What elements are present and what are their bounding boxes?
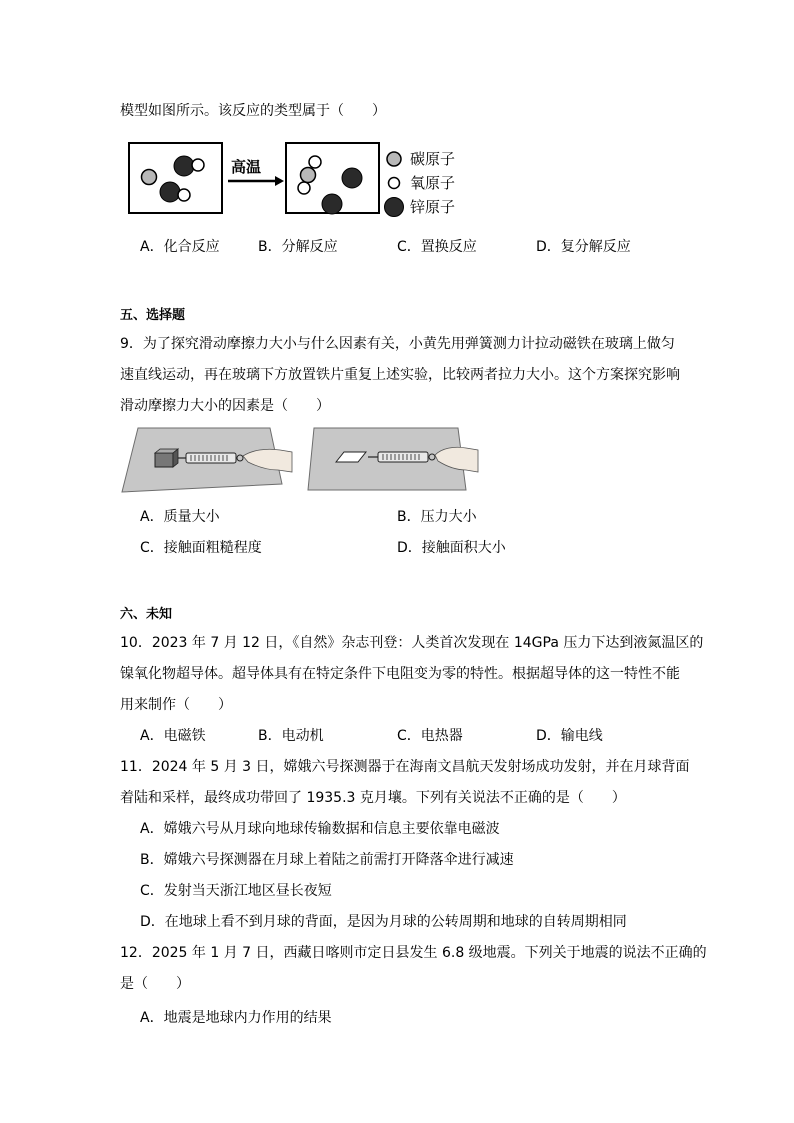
carbon-atom bbox=[142, 170, 157, 185]
q11-line-2: 着陆和采样，最终成功带回了 1935.3 克月壤。下列有关说法不正确的是（ ） bbox=[120, 790, 626, 806]
q12-option-a: A．地震是地球内力作用的结果 bbox=[140, 1010, 332, 1026]
q9-option-c: C．接触面粗糙程度 bbox=[140, 540, 262, 556]
q9-option-d: D．接触面积大小 bbox=[397, 540, 506, 556]
oxygen-atom bbox=[309, 156, 321, 168]
oxygen-atom bbox=[298, 182, 310, 194]
q10-option-a: A．电磁铁 bbox=[140, 728, 206, 744]
q9-option-b: B．压力大小 bbox=[397, 509, 477, 525]
carbon-atom bbox=[301, 168, 316, 183]
carbon-atom-legend bbox=[387, 152, 401, 166]
q10-line-1: 10．2023 年 7 月 12 日，《自然》杂志刊登：人类首次发现在 14GPa 压力下达到液氮温区的 bbox=[120, 635, 704, 651]
section-title: 五、选择题 bbox=[120, 308, 186, 323]
oxygen-atom bbox=[178, 189, 190, 201]
q10-option-c: C．电热器 bbox=[397, 728, 463, 744]
q11-option-b: B．嫦娥六号探测器在月球上着陆之前需打开降落伞进行减速 bbox=[140, 852, 514, 868]
q9-line-3: 滑动摩擦力大小的因素是（ ） bbox=[120, 398, 330, 414]
q11-option-a: A．嫦娥六号从月球向地球传输数据和信息主要依靠电磁波 bbox=[140, 821, 500, 837]
q8-option-b: B．分解反应 bbox=[258, 239, 338, 255]
zinc-atom bbox=[174, 156, 194, 176]
arrow-label: 高温 bbox=[231, 158, 262, 176]
legend-carbon: 碳原子 bbox=[410, 150, 456, 168]
q8-option-a: A．化合反应 bbox=[140, 239, 220, 255]
friction-figure-iron-sheet bbox=[306, 426, 478, 496]
q8-stem-tail: 模型如图所示。该反应的类型属于（ ） bbox=[120, 103, 386, 119]
legend-symbols bbox=[384, 148, 408, 220]
zinc-atom-legend bbox=[385, 198, 404, 217]
q11-line-1: 11．2024 年 5 月 3 日，嫦娥六号探测器于在海南文昌航天发射场成功发射，并在月球背面 bbox=[120, 759, 690, 775]
zinc-atom bbox=[160, 182, 180, 202]
q8-option-c: C．置换反应 bbox=[397, 239, 477, 255]
q10-option-d: D．输电线 bbox=[536, 728, 603, 744]
legend-zinc: 锌原子 bbox=[410, 198, 456, 216]
reaction-arrow-head bbox=[275, 176, 284, 186]
oxygen-atom-legend bbox=[389, 178, 400, 189]
q9-option-a: A．质量大小 bbox=[140, 509, 220, 525]
q9-line-1: 9．为了探究滑动摩擦力大小与什么因素有关，小黄先用弹簧测力计拉动磁铁在玻璃上做匀 bbox=[120, 336, 675, 352]
reaction-diagram bbox=[128, 140, 388, 220]
q10-line-3: 用来制作（ ） bbox=[120, 697, 232, 713]
oxygen-atom bbox=[192, 159, 204, 171]
zinc-atom bbox=[322, 194, 342, 214]
legend-oxygen: 氧原子 bbox=[410, 174, 456, 192]
q12-line-1: 12．2025 年 1 月 7 日，西藏日喀则市定日县发生 6.8 级地震。下列关于地震的说法不正确的 bbox=[120, 945, 707, 961]
q11-option-d: D．在地球上看不到月球的背面，是因为月球的公转周期和地球的自转周期相同 bbox=[140, 914, 627, 930]
friction-figure-magnet bbox=[120, 426, 292, 496]
q12-line-2: 是（ ） bbox=[120, 976, 190, 992]
q10-line-2: 镍氧化物超导体。超导体具有在特定条件下电阻变为零的特性。根据超导体的这一特性不能 bbox=[120, 666, 680, 682]
magnet-block bbox=[155, 453, 173, 467]
q9-line-2: 速直线运动，再在玻璃下方放置铁片重复上述实验，比较两者拉力大小。这个方案探究影响 bbox=[120, 367, 680, 383]
q10-option-b: B．电动机 bbox=[258, 728, 324, 744]
zinc-atom bbox=[342, 168, 362, 188]
section-title: 六、未知 bbox=[120, 607, 173, 622]
q11-option-c: C．发射当天浙江地区昼长夜短 bbox=[140, 883, 332, 899]
q8-option-d: D．复分解反应 bbox=[536, 239, 631, 255]
